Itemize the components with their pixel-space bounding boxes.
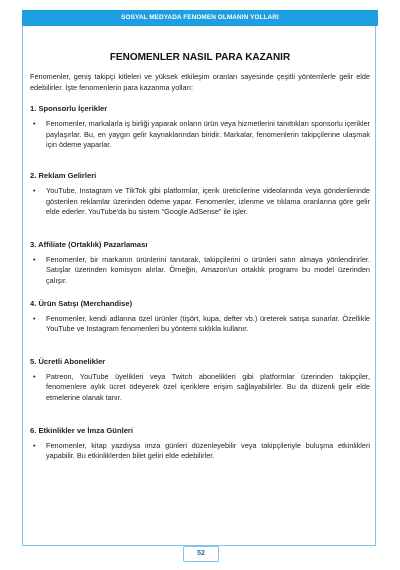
section-heading: 4. Ürün Satışı (Merchandise) [30, 298, 133, 308]
section-ad-revenue [30, 171, 370, 218]
section-heading: 6. Etkinlikler ve İmza Günleri [30, 425, 133, 435]
page-content [30, 30, 370, 474]
bullet-list [30, 441, 370, 462]
bullet-icon: • [33, 371, 36, 381]
section-affiliate-marketing [30, 240, 370, 287]
list-item [30, 372, 370, 404]
list-item-text: Fenomenler, markalarla iş birliği yaparak onların ürün veya hizmetlerini tanıttıkları sponsorlu içerikler paylaşırlar. Bu, en yaygın gelir kaynaklarından biridir. Markalar, fenomenlerin takipçilerine ulaşmak için ödeme yaparlar. [46, 119, 370, 150]
bullet-icon: • [33, 313, 36, 323]
section-heading: 3. Affiliate (Ortaklık) Pazarlaması [30, 239, 148, 249]
list-item [30, 441, 370, 462]
list-item-text: Patreon, YouTube üyelikleri veya Twitch abonelikleri gibi platformlar üzerinden takipçiler, fenomenlere aylık ücret ödeyerek özel içeriklere erişim sağlayabilirler. Bu da düzenli gelir elde etmelerine olanak tanır. [46, 371, 370, 402]
bullet-icon: • [33, 440, 36, 450]
bullet-list [30, 314, 370, 335]
list-item [30, 314, 370, 335]
intro-paragraph: Fenomenler, geniş takipçi kitleleri ve yüksek etkileşim oranları sayesinde çeşitli yöntemlerle gelir elde edebilirler. İşte fenomenlerin para kazanma yolları: [30, 72, 370, 92]
list-item [30, 186, 370, 218]
section-merchandise [30, 299, 370, 335]
bullet-icon: • [33, 254, 36, 264]
bullet-list [30, 372, 370, 404]
list-item [30, 255, 370, 287]
bullet-list [30, 255, 370, 287]
section-sponsored-content [30, 104, 370, 151]
list-item-text: Fenomenler, kendi adlarına özel ürünler (tişört, kupa, defter vb.) üreterek satışa sunarlar. Özellikle YouTube ve Instagram fenomenleri bu yöntemi sıklıkla kullanır. [46, 313, 370, 334]
page-number: 52 [183, 546, 219, 562]
section-heading: 5. Ücretli Abonelikler [30, 356, 106, 366]
header-banner: SOSYAL MEDYADA FENOMEN OLMANIN YOLLARI [22, 10, 378, 26]
list-item-text: Fenomenler, bir markanın ürünlerini tanıtarak, takipçilerini o ürünleri satın almaya yönlendirirler. Satışlar üzerinden komisyon alırlar. Örneğin, Amazon'un ortaklık programı bu model üzerinden çalışır. [46, 254, 370, 285]
page-title: FENOMENLER NASIL PARA KAZANIR [109, 52, 291, 63]
section-heading: 2. Reklam Gelirleri [30, 170, 97, 180]
list-item-text: YouTube, Instagram ve TikTok gibi platformlar, içerik üreticilerine videolarında veya gönderilerinde gösterilen reklamlar üzerinden ödeme yapar. Fenomenler, izlenme ve tıklama oranlarına göre gelir elde ederler. YouTube'da bu sistem "Google AdSense" ile işler. [46, 185, 370, 217]
bullet-icon: • [33, 185, 36, 195]
bullet-icon: • [33, 119, 36, 129]
list-item-text: Fenomenler, kitap yazdıysa imza günleri düzenleyebilir veya takipçileriyle buluşma etkinlikleri yapabilir. Bu etkinliklerden bilet geliri elde edebilirler. [46, 440, 370, 461]
section-heading: 1. Sponsorlu İçerikler [30, 104, 108, 114]
bullet-list [30, 119, 370, 151]
list-item [30, 119, 370, 151]
section-events [30, 426, 370, 462]
section-paid-subscriptions [30, 357, 370, 404]
bullet-list [30, 186, 370, 218]
